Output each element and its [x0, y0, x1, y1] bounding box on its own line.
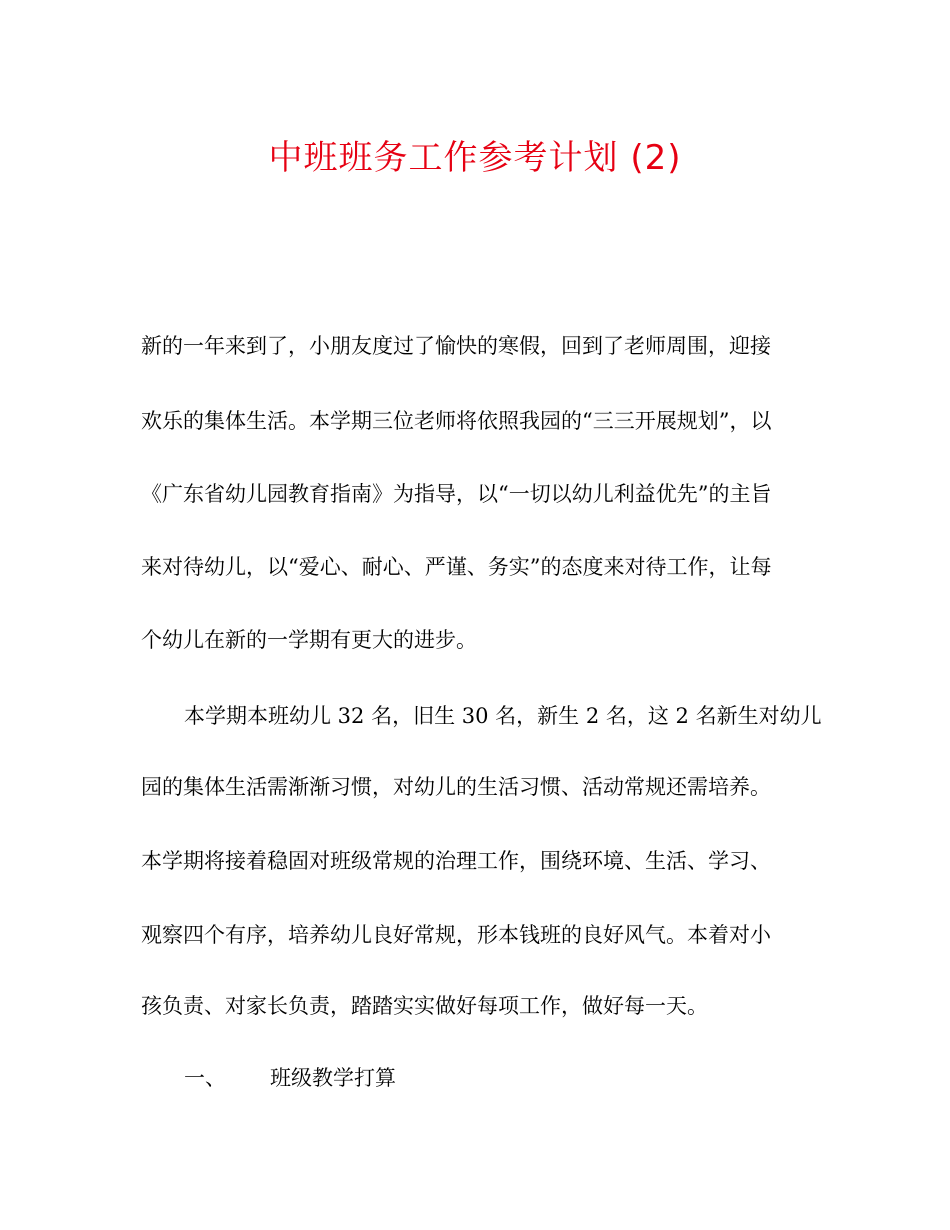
paragraph1-line: 《广东省幼儿园教育指南》为指导，以“一切以幼儿利益优先”的主旨 [141, 482, 772, 506]
paragraph2-line: 观察四个有序，培养幼儿良好常规，形本钱班的良好风气。本着对小 [141, 923, 771, 947]
section-number: 一、 [184, 1066, 226, 1090]
section-title: 班级教学打算 [270, 1066, 396, 1090]
paragraph1-line: 新的一年来到了，小朋友度过了愉快的寒假，回到了老师周围，迎接 [141, 334, 771, 358]
paragraph1-line: 个幼儿在新的一学期有更大的进步。 [141, 628, 477, 652]
page-title: 中班班务工作参考计划 (2) [268, 138, 682, 178]
paragraph2-line: 本学期本班幼儿 32 名，旧生 30 名，新生 2 名，这 2 名新生对幼儿 [184, 704, 822, 728]
paragraph2-line: 园的集体生活需渐渐习惯，对幼儿的生活习惯、活动常规还需培养。 [141, 775, 771, 799]
paragraph2-line: 本学期将接着稳固对班级常规的治理工作，围绕环境、生活、学习、 [141, 849, 771, 873]
paragraph1-line: 欢乐的集体生活。本学期三位老师将依照我园的“三三开展规划”，以 [141, 409, 772, 433]
paragraph2-line: 孩负责、对家长负责，踏踏实实做好每项工作，做好每一天。 [141, 994, 708, 1018]
paragraph1-line: 来对待幼儿，以“爱心、耐心、严谨、务实”的态度来对待工作，让每 [141, 555, 772, 579]
